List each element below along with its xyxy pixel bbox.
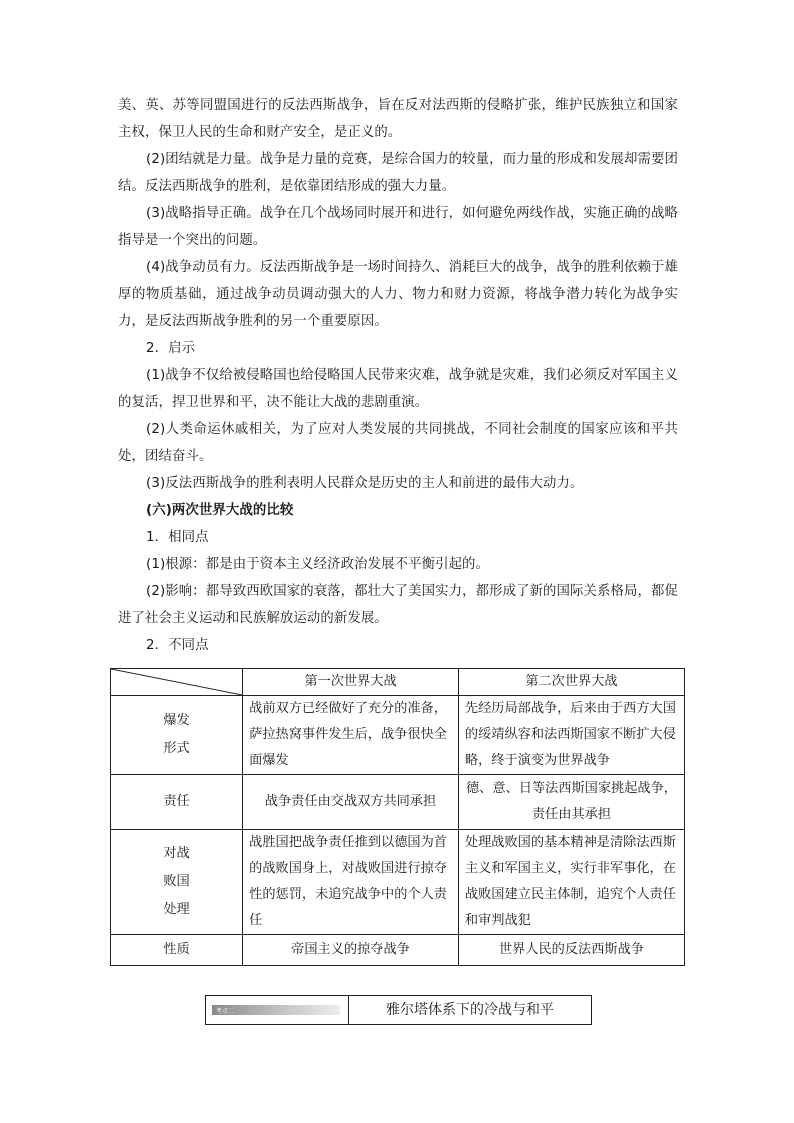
heading-similarities: 1．相同点 [146,530,209,545]
heading-enlightenment: 2．启示 [146,341,196,356]
header-ww2: 第二次世界大战 [458,669,684,696]
row-label-nature: 性质 [111,935,243,966]
paragraph-continuation: 美、英、苏等同盟国进行的反法西斯战争，旨在反对法西斯的侵略扩张，维护民族独立和国家主权，保卫人民的生命和财产安全，是正义的。 [118,98,678,140]
heading-comparison: (六)两次世界大战的比较 [146,503,294,518]
row-label-defeated-handling: 对战 败国 处理 [111,830,243,935]
paragraph-enlightenment-3: (3)反法西斯战争的胜利表明人民群众是历史的主人和前进的最伟大动力。 [146,476,584,491]
cell-ww2-responsibility: 德、意、日等法西斯国家挑起战争，责任由其承担 [458,775,684,830]
paragraph-impact: (2)影响：都导致西欧国家的衰落，都壮大了美国实力，都形成了新的国际关系格局，都促进了社会主义运动和民族解放运动的新发展。 [118,584,678,626]
cell-ww1-nature: 帝国主义的掠夺战争 [243,935,459,966]
paragraph-unity: (2)团结就是力量。战争是力量的竞赛，是综合国力的较量，而力量的形成和发展却需要团结。反法西斯战争的胜利，是依靠团结形成的强大力量。 [118,152,678,194]
cell-ww2-nature: 世界人民的反法西斯战争 [458,935,684,966]
table-row [111,830,685,935]
paragraph-root-cause: (1)根源：都是由于资本主义经济政治发展不平衡引起的。 [146,557,490,572]
cell-ww2-outbreak: 先经历局部战争，后来由于西方大国的绥靖纵容和法西斯国家不断扩大侵略，终于演变为世界战争 [458,696,684,775]
row-label-outbreak: 爆发 形式 [111,696,243,775]
cell-ww1-outbreak: 战前双方已经做好了充分的准备，萨拉热窝事件发生后，战争很快全面爆发 [243,696,459,775]
diagonal-line [111,669,242,695]
table-row [111,935,685,966]
cell-ww2-defeated-handling: 处理战败国的基本精神是清除法西斯主义和军国主义，实行非军事化，在战败国建立民主体制，追究个人责任和审判战犯 [458,830,684,935]
diagonal-header-cell [111,669,243,696]
document-body [118,92,678,659]
comparison-table [110,668,685,966]
section-tag-label: 考点二 [216,1008,235,1015]
paragraph-mobilization: (4)战争动员有力。反法西斯战争是一场时间持久、消耗巨大的战争，战争的胜利依赖于雄厚的物质基础，通过战争动员调动强大的人力、物力和财力资源，将战争潜力转化为战争实力，是反法西斯战争胜利的另一个重要原因。 [118,260,678,329]
table-row [111,696,685,775]
cell-ww1-defeated-handling: 战胜国把战争责任推到以德国为首的战败国身上，对战败国进行掠夺性的惩罚，未追究战争中的个人责任 [243,830,459,935]
table-row [111,775,685,830]
header-ww1: 第一次世界大战 [243,669,459,696]
cell-ww1-responsibility: 战争责任由交战双方共同承担 [243,775,459,830]
paragraph-strategy: (3)战略指导正确。战争在几个战场同时展开和进行，如何避免两线作战，实施正确的战略指导是一个突出的问题。 [118,206,678,248]
table-header-row [111,669,685,696]
section-title: 雅尔塔体系下的冷战与和平 [386,1002,554,1018]
section-tag-bar [212,1005,340,1015]
row-label-responsibility: 责任 [111,775,243,830]
section-heading-box [205,995,592,1025]
section-tag [206,996,349,1024]
paragraph-enlightenment-1: (1)战争不仅给被侵略国也给侵略国人民带来灾难，战争就是灾难，我们必须反对军国主义的复活，捍卫世界和平，决不能让大战的悲剧重演。 [118,368,678,410]
heading-differences: 2．不同点 [146,638,209,653]
paragraph-enlightenment-2: (2)人类命运休戚相关，为了应对人类发展的共同挑战，不同社会制度的国家应该和平共处，团结奋斗。 [118,422,678,464]
